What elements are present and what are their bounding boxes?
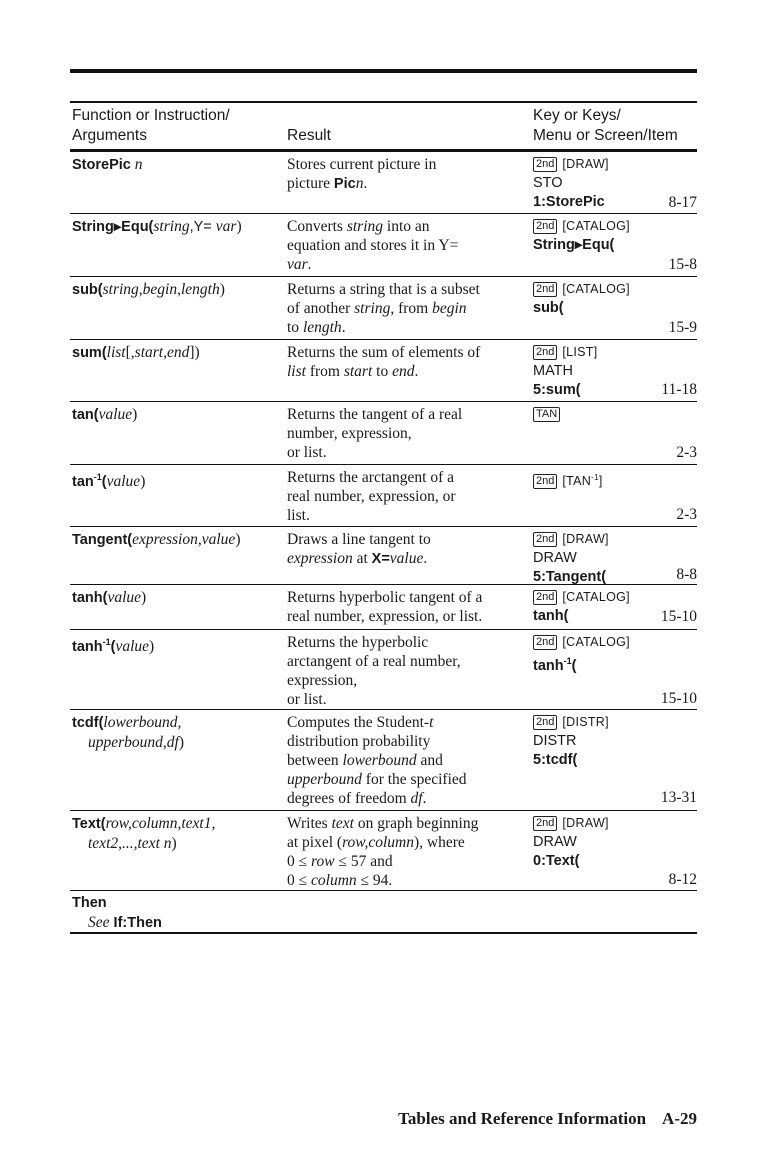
2nd-key-icon: 2nd bbox=[533, 715, 557, 730]
tan-key-icon: TAN bbox=[533, 407, 560, 422]
table-row bbox=[70, 277, 697, 340]
header-col3-line1: Key or Keys/ bbox=[533, 107, 621, 124]
2nd-key-icon: 2nd bbox=[533, 219, 557, 234]
key-sequence: 2nd [DRAW] DRAW 5:Tangent( bbox=[533, 532, 609, 585]
page-ref: 15-9 bbox=[668, 319, 697, 336]
header-col1-line1: Function or Instruction/ bbox=[72, 107, 230, 124]
page-ref: 15-10 bbox=[660, 690, 697, 707]
page-footer bbox=[398, 1109, 697, 1129]
result-text: Returns the tangent of a real number, expression, or list. bbox=[287, 406, 463, 461]
key-sequence: 2nd [DRAW] STO 1:StorePic bbox=[533, 157, 609, 210]
table-row bbox=[70, 465, 697, 527]
header-col2: Result bbox=[287, 127, 331, 144]
result-text: Converts string into an equation and stores it in Y= var. bbox=[287, 218, 459, 273]
table-row bbox=[70, 585, 697, 630]
2nd-key-icon: 2nd bbox=[533, 635, 557, 650]
key-sequence: 2nd [DRAW] DRAW 0:Text( bbox=[533, 816, 609, 869]
function-name: String▸Equ(string,Y= var) bbox=[72, 218, 242, 235]
function-name: Text(row,column,text1, text2,...,text n) bbox=[72, 815, 216, 852]
footer-title: Tables and Reference Information bbox=[398, 1109, 647, 1128]
function-name: tanh(value) bbox=[72, 589, 147, 606]
key-sequence: 2nd [CATALOG] String▸Equ( bbox=[533, 219, 630, 253]
table-row bbox=[70, 811, 697, 891]
reference-table bbox=[70, 101, 697, 934]
header-col1-line2: Arguments bbox=[72, 127, 147, 144]
key-sequence: 2nd [DISTR] DISTR 5:tcdf( bbox=[533, 715, 609, 768]
triangle-arrow-icon: ▸ bbox=[113, 219, 122, 235]
table-header bbox=[70, 103, 697, 152]
table-row bbox=[70, 340, 697, 402]
top-rule bbox=[70, 69, 697, 73]
function-name: $\tanh^{-1}(value)$ bbox=[72, 637, 155, 655]
result-text: Draws a line tangent to expression at X=value. bbox=[287, 531, 431, 567]
table-row bbox=[70, 152, 697, 214]
function-name: sum(list[,start,end]) bbox=[72, 344, 200, 361]
table-row bbox=[70, 402, 697, 465]
page-ref: 11-18 bbox=[661, 381, 697, 398]
triangle-arrow-icon: ▸ bbox=[574, 237, 583, 253]
function-name: sub(string,begin,length) bbox=[72, 281, 225, 298]
2nd-key-icon: 2nd bbox=[533, 816, 557, 831]
page-ref: 15-10 bbox=[660, 608, 697, 625]
result-text: Returns the sum of elements of list from start to end. bbox=[287, 344, 481, 380]
key-sequence: 2nd $[TAN^{-1}]$ bbox=[533, 468, 697, 491]
table-row bbox=[70, 891, 697, 934]
table-row bbox=[70, 630, 697, 710]
table-row bbox=[70, 710, 697, 811]
2nd-key-icon: 2nd bbox=[533, 345, 557, 360]
result-text: Stores current picture in picture Picn. bbox=[287, 156, 437, 192]
page-ref: 2-3 bbox=[676, 444, 697, 461]
page-ref: 8-8 bbox=[676, 566, 697, 583]
result-text: Returns the arctangent of a real number, expression, or list. bbox=[287, 469, 456, 524]
2nd-key-icon: 2nd bbox=[533, 474, 557, 489]
footer-page-number: A-29 bbox=[662, 1109, 697, 1128]
2nd-key-icon: 2nd bbox=[533, 590, 557, 605]
result-text: Returns a string that is a subset of another string, from begin to length. bbox=[287, 281, 480, 336]
header-col3-line2: Menu or Screen/Item bbox=[533, 127, 678, 144]
2nd-key-icon: 2nd bbox=[533, 282, 557, 297]
key-sequence: 2nd [CATALOG] tanh( bbox=[533, 590, 630, 624]
page-ref: 15-8 bbox=[668, 256, 697, 273]
page-ref: 2-3 bbox=[676, 506, 697, 523]
key-sequence: 2nd [CATALOG] $\tanh^{-1}$( bbox=[533, 635, 630, 674]
key-sequence: 2nd [CATALOG] sub( bbox=[533, 282, 630, 316]
key-sequence: 2nd [LIST] MATH 5:sum( bbox=[533, 345, 598, 398]
page-ref: 8-17 bbox=[668, 194, 697, 211]
key-sequence bbox=[533, 405, 697, 424]
function-name: StorePic n bbox=[72, 156, 143, 173]
page-ref: 8-12 bbox=[668, 871, 697, 888]
function-name: $\tan^{-1}(value)$ bbox=[72, 472, 146, 490]
2nd-key-icon: 2nd bbox=[533, 532, 557, 547]
table-row bbox=[70, 527, 697, 585]
result-text: Returns hyperbolic tangent of a real number, expression, or list. bbox=[287, 589, 483, 625]
2nd-key-icon: 2nd bbox=[533, 157, 557, 172]
result-text: Computes the Student-t distribution probability between lowerbound and upperbound for the specified degrees of freedom df. bbox=[287, 714, 467, 807]
table-row bbox=[70, 214, 697, 277]
function-name: Then See If:Then bbox=[72, 895, 162, 931]
function-name: tan(value) bbox=[72, 406, 138, 423]
function-name: Tangent(expression,value) bbox=[72, 531, 241, 548]
page-ref: 13-31 bbox=[660, 789, 697, 806]
result-text: Writes text on graph beginning at pixel (row,column), where 0 ≤ row ≤ 57 and 0 ≤ column ≤ 94. bbox=[287, 815, 479, 889]
result-text: Returns the hyperbolic arctangent of a real number, expression, or list. bbox=[287, 634, 461, 708]
function-name: tcdf(lowerbound, upperbound,df) bbox=[72, 714, 185, 751]
